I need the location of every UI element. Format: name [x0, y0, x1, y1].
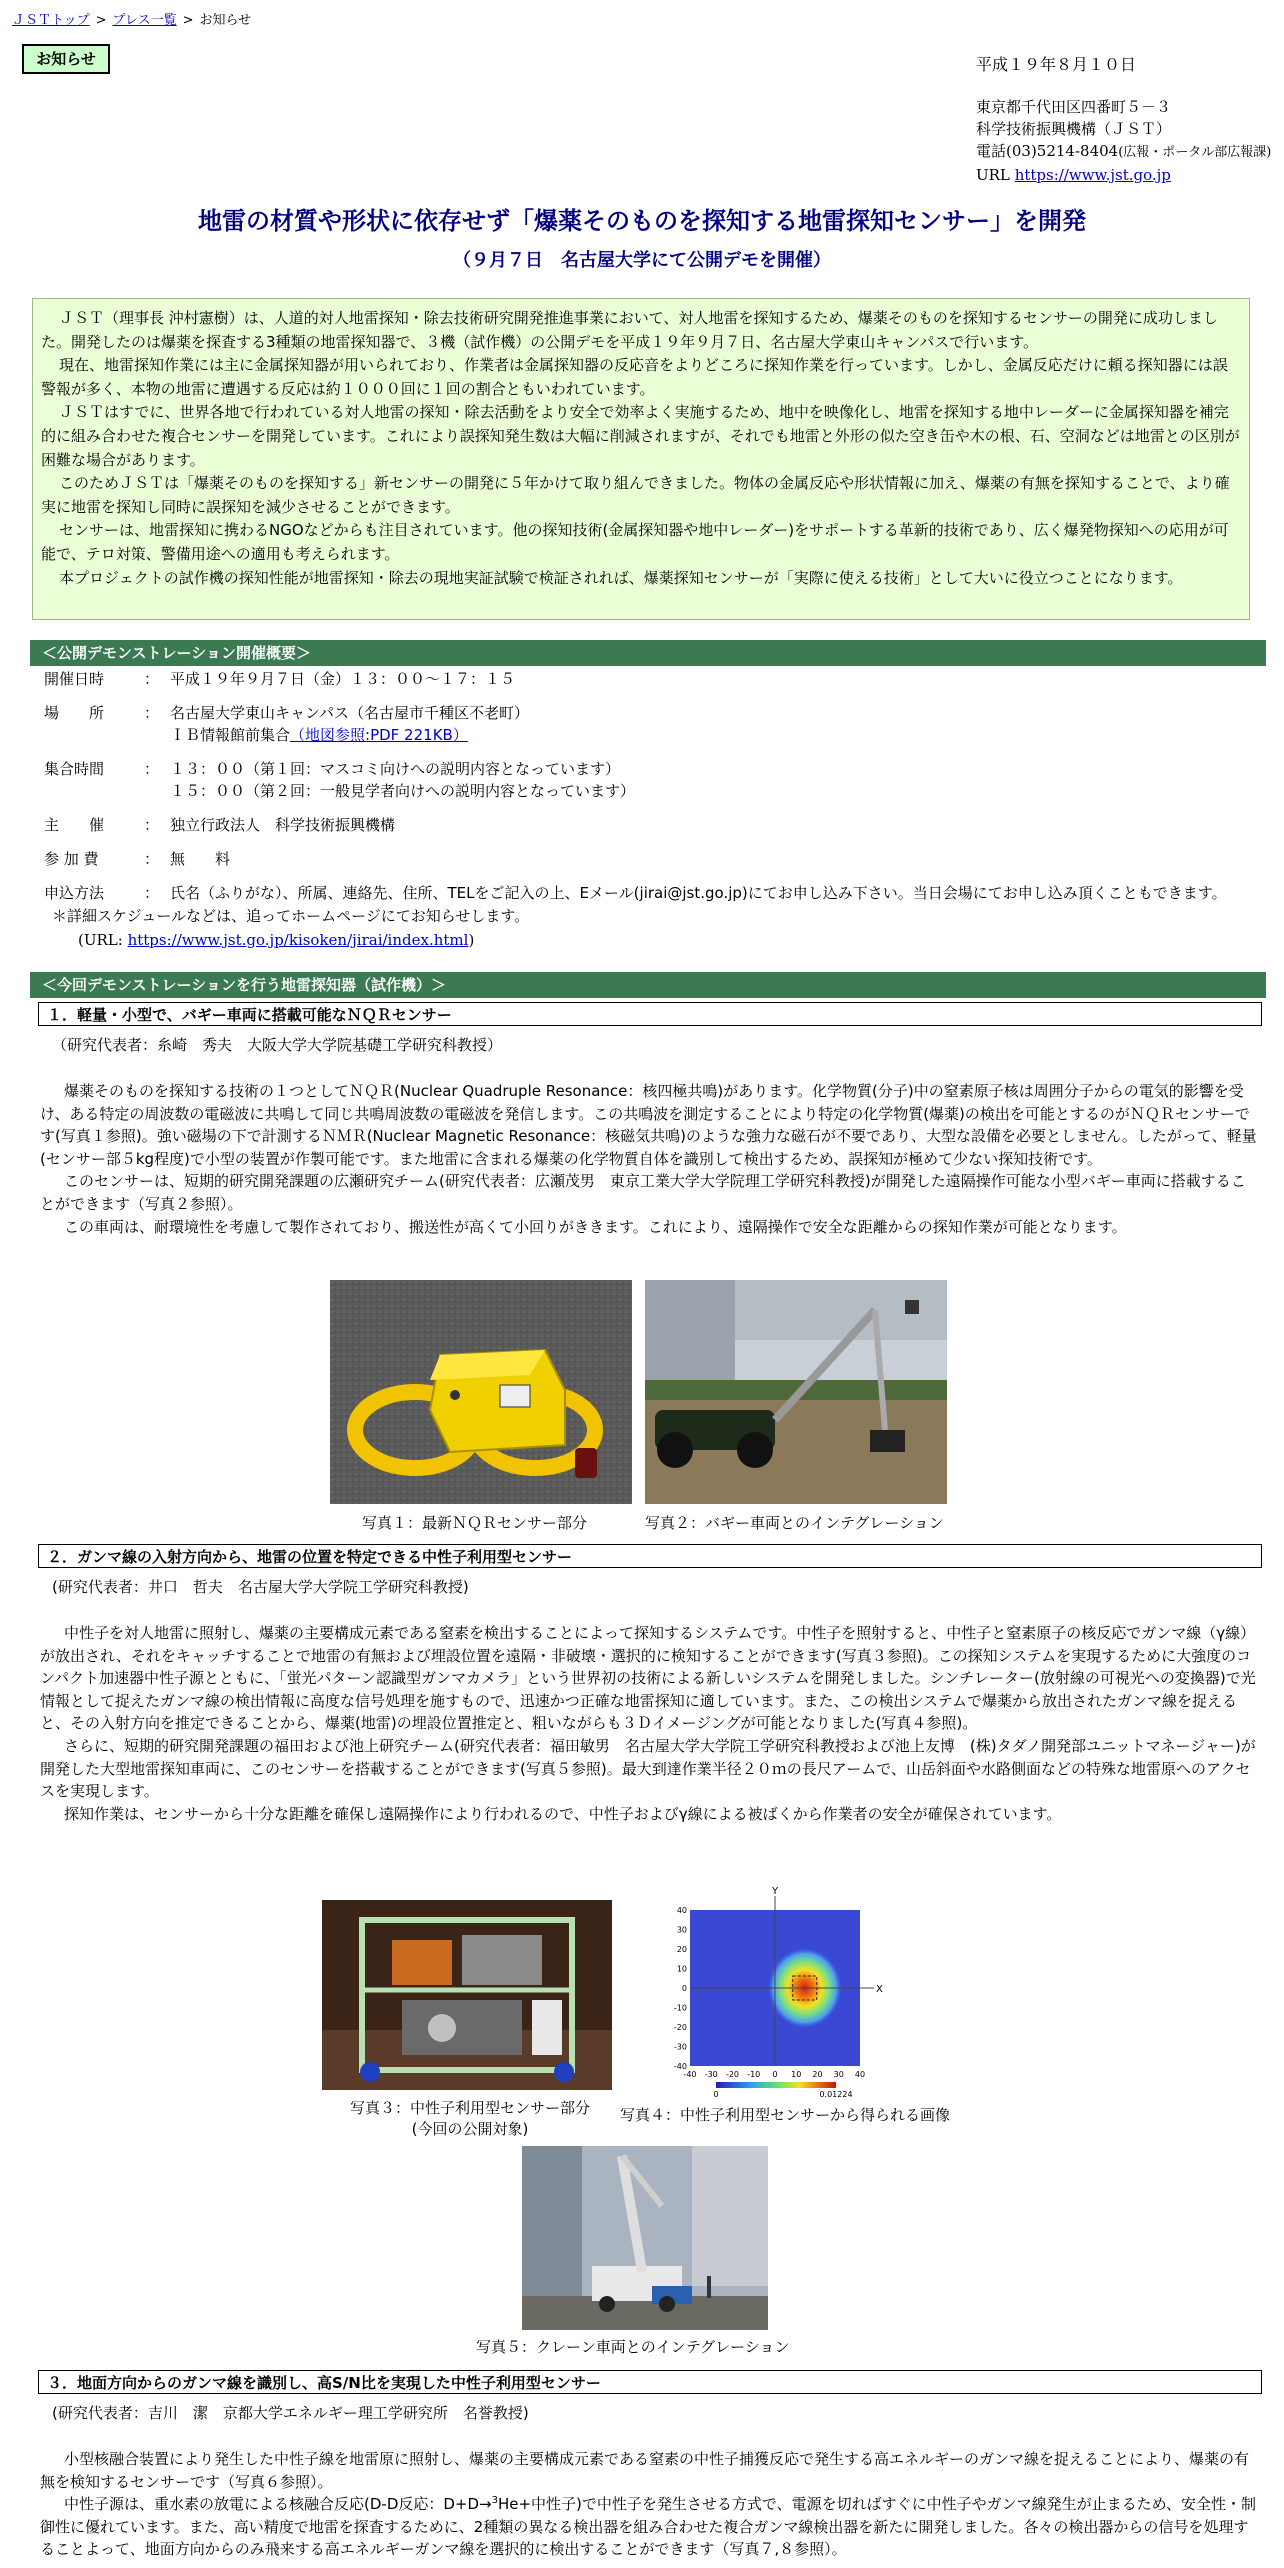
intro-paragraph: ＪＳＴはすでに、世界各地で行われている対人地雷の探知・除去活動をより安全で効率よく実施するため、地中を映像化し、地雷を探知する地中レーダーに金属探知器を補完的に組み合わせた複合センサーを開発しています。これにより誤探知発生数は大幅に削減されますが、それでも地雷と外形の似た空き缶や木の根、石、空洞などは地雷との区別が困難な場合があります。 [41, 403, 1240, 469]
schedule-value: 氏名（ふりがな）、所属、連絡先、住所、TELをご記入の上、Eメール(jirai@jst.go.jp)にてお申し込み下さい。当日会場にてお申し込み頂くこともできます。 [170, 884, 1227, 902]
schedule-label: 主 催 [44, 816, 105, 834]
schedule-colon: ： [144, 704, 160, 722]
map-pdf-link[interactable]: （地図参照:PDF 221KB） [290, 726, 468, 744]
intro-box [32, 298, 1250, 620]
photo-nqr-sensor [330, 1280, 632, 1504]
schedule-note [52, 904, 529, 952]
y-tick-label: 20 [676, 1945, 687, 1954]
phone-note: (広報・ポータル部広報課) [1118, 145, 1272, 160]
intro-paragraph: ＪＳＴ（理事長 沖村憲樹）は、人道的対人地雷探知・除去技術研究開発推進事業において、対人地雷を探知するため、爆薬そのものを探知するセンサーの開発に成功しました。開発したのは爆薬を探査する3種類の地雷探知器で、３機（試作機）の公開デモを平成１９年９月７日、名古屋大学東山キャンパスで行います。 [41, 309, 1218, 351]
x-tick-label: -20 [725, 2070, 740, 2079]
heatmap-plot [660, 1886, 920, 2106]
schedule-label: 集合時間 [44, 760, 105, 778]
description-paragraph: さらに、短期的研究開発課題の福田および池上研究チーム(研究代表者：福田敏男 名古屋大学大学院工学研究科教授および池上友博 (株)タダノ開発部ユニットマネージャー)が開発した大型地雷探知車両に、このセンサーを搭載することができます(写真５参照)。最大到達作業半径２０ｍの長尺アームで、山岳斜面や水路側面などの特殊な地雷原へのアクセスを実現します。 [40, 1736, 1256, 1801]
y-tick-label: -20 [673, 2023, 687, 2032]
schedule-row-fee [44, 848, 1264, 870]
photo-buggy-vehicle [645, 1280, 947, 1504]
description-paragraph: このセンサーは、短期的研究開発課題の広瀬研究チーム(研究代表者：広瀬茂男 東京工業大学大学院理工学研究科教授)が開発した遠隔操作可能な小型バギー車両に搭載することができます（写真２参照）。 [40, 1172, 1246, 1213]
schedule-note-url [78, 928, 529, 952]
schedule-row-venue [44, 702, 1264, 746]
schedule-colon: ： [144, 760, 160, 778]
heatmap-colorbar [716, 2082, 836, 2088]
intro-paragraph: 本プロジェクトの試作機の探知性能が地雷探知・除去の現地実証試験で検証されれば、爆薬探知センサーが「実際に使える技術」として大いに役立つことになります。 [59, 568, 1183, 587]
y-axis-label: Y [772, 1886, 779, 1897]
intro-paragraph: このためＪＳＴは「爆薬そのものを探知する」新センサーの開発に５年かけて取り組んできました。物体の金属反応や形状情報に加え、爆薬の有無を探知することで、より確実に地雷を探知し同時に誤探知を減少させることができます。 [41, 474, 1230, 516]
schedule-note-text: ＊詳細スケジュールなどは、追ってホームページにてお知らせします。 [52, 907, 530, 925]
detector-2-heading: ２．ガンマ線の入射方向から、地雷の位置を特定できる中性子利用型センサー [38, 1544, 1262, 1568]
caption-photo-5: 写真５：クレーン車両とのインテグレーション [476, 2338, 790, 2356]
schedule-colon: ： [144, 816, 160, 834]
detector-1-heading: １．軽量・小型で、バギー車両に搭載可能なＮＱＲセンサー [38, 1002, 1262, 1026]
y-tick-label: 40 [676, 1906, 687, 1915]
photo-crane-vehicle [522, 2146, 768, 2330]
y-tick-label: 30 [676, 1925, 687, 1935]
schedule-colon: ： [144, 884, 160, 902]
detector-3-heading: ３．地面方向からのガンマ線を識別し、高S/N比を実現した中性子利用型センサー [38, 2370, 1262, 2394]
x-tick-label: 10 [791, 2070, 802, 2079]
notice-badge: お知らせ [22, 44, 110, 74]
x-tick-label: -40 [683, 2070, 697, 2079]
schedule-value: １３：００（第１回：マスコミ向けへの説明内容となっています） [170, 760, 621, 778]
x-tick-label: 0 [772, 2070, 778, 2079]
detector-2-description [40, 1622, 1260, 1825]
demo-overview-header: ＜公開デモンストレーション開催概要＞ [30, 640, 1266, 666]
caption-photo-3-line-2: (今回の公開対象) [411, 2120, 529, 2138]
colorbar-min-label: 0 [713, 2090, 719, 2099]
schedule-row-datetime [44, 668, 1264, 690]
x-tick-label: 40 [854, 2070, 866, 2079]
intro-paragraph: 現在、地雷探知作業には主に金属探知器が用いられており、作業者は金属探知器の反応音をよりどころに探知作業を行っています。しかし、金属反応だけに頼る探知器には誤警報が多く、本物の地雷に遭遇する反応は約１０００回に１回の割合ともいわれています。 [41, 356, 1228, 398]
schedule-colon: ： [144, 670, 160, 688]
breadcrumb-press-list-link[interactable]: プレス一覧 [112, 13, 177, 28]
detector-3-researcher: (研究代表者：吉川 潔 京都大学エネルギー理工学研究所 名誉教授) [52, 2404, 529, 2422]
release-date: 平成１９年８月１０日 [976, 55, 1137, 74]
caption-photo-1: 写真１：最新ＮＱＲセンサー部分 [362, 1514, 588, 1532]
schedule-label: 参 加 費 [44, 850, 99, 868]
intro-paragraph: センサーは、地雷探知に携わるNGOなどからも注目されています。他の探知技術(金属探知器や地中レーダー)をサポートする革新的技術であり、広く爆発物探知への応用が可能で、テロ対策、警備用途への適用も考えられます。 [41, 521, 1229, 563]
detector-2-researcher: (研究代表者：井口 哲夫 名古屋大学大学院工学研究科教授) [52, 1578, 469, 1596]
schedule-value: 平成１９年９月７日（金）１３：００～１７：１５ [170, 670, 516, 688]
jirai-homepage-link[interactable]: https://www.jst.go.jp/kisoken/jirai/index.html [127, 931, 469, 949]
schedule-value-group [170, 702, 1264, 746]
detectors-header: ＜今回デモンストレーションを行う地雷探知器（試作機）＞ [30, 972, 1266, 998]
schedule-value: 無 料 [170, 850, 231, 868]
photo-neutron-sensor [322, 1900, 612, 2090]
detector-1-researcher: （研究代表者：糸崎 秀夫 大阪大学大学院基礎工学研究科教授） [52, 1036, 503, 1054]
caption-photo-3 [330, 2098, 610, 2140]
website [976, 164, 1271, 186]
description-paragraph: 小型核融合装置により発生した中性子線を地雷原に照射し、爆薬の主要構成元素である窒素の中性子捕獲反応で発生する高エネルギーのガンマ線を捉えることにより、爆薬の有無を検知するセンサーです（写真６参照）。 [40, 2450, 1250, 2491]
url-prefix: (URL: [78, 931, 128, 949]
schedule-colon: ： [144, 850, 160, 868]
page-title: 地雷の材質や形状に依存せず「爆薬そのものを探知する地雷探知センサー」を開発 [198, 207, 1086, 235]
y-tick-label: -10 [673, 2003, 687, 2013]
page-subtitle: （９月７日 名古屋大学にて公開デモを開催） [453, 250, 831, 271]
schedule-label: 開催日時 [44, 670, 105, 688]
breadcrumb [12, 12, 251, 30]
breadcrumb-current: お知らせ [199, 13, 252, 28]
breadcrumb-jst-top-link[interactable]: ＪＳＴトップ [12, 13, 90, 28]
organization: 科学技術振興機構（ＪＳＴ） [976, 120, 1172, 138]
description-text: He+中性子)で中性子を発生させる方式で、電源を切ればすぐに中性子やガンマ線発生が止まるため、安全性・制御性に優れています。また、高い精度で地雷を探査するために、2種類の異なる検出器を組み合わせた複合ガンマ線検出器を新たに開発しました。各々の検出器からの信号を処理することよって、地面方向からのみ飛来する高エネルギーガンマ線を選択的に検出することができます（写真７,８参照）。 [40, 2495, 1257, 2559]
phone [976, 140, 1271, 164]
colorbar-max-label: 0.01224 [819, 2090, 853, 2099]
y-tick-label: -40 [673, 2062, 687, 2071]
detector-1-description [40, 1080, 1260, 1238]
phone-number: 電話(03)5214-8404 [976, 142, 1119, 160]
meeting-point: ＩＢ情報館前集合 [170, 726, 291, 744]
schedule-value: 独立行政法人 科学技術振興機構 [170, 816, 396, 834]
description-paragraph: 中性子を対人地雷に照射し、爆薬の主要構成元素である窒素を検出することによって探知するシステムです。中性子を照射すると、中性子と窒素原子の核反応でガンマ線（γ線）が放出され、それをキャッチすることで地雷の有無および埋設位置を遠隔・非破壊・選択的に検知することができます(写真３参照)。この探知システムを実現するために大強度のコンパクト加速器中性子源とともに、「蛍光パターン認識型ガンマカメラ」という世界初の技術による新しいシステムを開発しました。シンチレーター(放射線の可視光への変換器)で光情報として捉えたガンマ線の検出情報に高度な信号処理を施すもので、迅速かつ正確な地雷探知に適しています。また、この検出システムで爆薬から放出されたガンマ線を捉えると、その入射方向を推定できることから、爆薬(地雷)の埋設位置推定と、粗いながらも３Ｄイメージングが可能となりました(写真４参照)。 [40, 1624, 1256, 1733]
description-paragraph: この車両は、耐環境性を考慮して製作されており、搬送性が高くて小回りがききます。これにより、遠隔操作で安全な距離からの探知作業が可能となります。 [64, 1217, 1127, 1236]
gamma-image-chart [660, 1886, 920, 2106]
breadcrumb-separator: > [182, 13, 194, 28]
schedule-value-group [170, 758, 1264, 802]
schedule-value-second [170, 724, 1264, 746]
url-label: URL [976, 166, 1010, 184]
x-axis-label: X [876, 1984, 883, 1995]
y-tick-label: 0 [681, 1984, 687, 1993]
breadcrumb-separator: > [95, 13, 107, 28]
demo-schedule [44, 668, 1264, 916]
press-contact-block [976, 54, 1271, 186]
schedule-label: 場 所 [44, 704, 105, 722]
caption-photo-3-line-1: 写真３：中性子利用型センサー部分 [349, 2099, 590, 2117]
y-tick-label: 10 [676, 1964, 687, 1974]
description-paragraph: 爆薬そのものを探知する技術の１つとしてＮＱＲ(Nuclear Quadruple Resonance：核四極共鳴)があります。化学物質(分子)中の窒素原子核は周囲分子からの電気的影響を受け、ある特定の周波数の電磁波に共鳴して同じ共鳴周波数の電磁波を発信します。この共鳴波を測定することにより特定の化学物質(爆薬)の検出を可能とするのがＮＱＲセンサーです(写真１参照)。強い磁場の下で計測するＮＭＲ(Nuclear Magnetic Resonance：核磁気共鳴)のような強力な磁石が不要であり、大型な設備を必要としません。したがって、軽量(センサー部５kg程度)で小型の装置が作製可能です。また地雷に含まれる爆薬の化学物質自体を識別して検出するため、誤探知が極めて少ない探知技術です。 [40, 1082, 1257, 1168]
schedule-row-application [44, 882, 1264, 904]
x-tick-label: -10 [747, 2070, 761, 2079]
x-tick-label: -30 [704, 2070, 718, 2079]
x-tick-label: 30 [833, 2070, 844, 2079]
jst-website-link[interactable]: https://www.jst.go.jp [1014, 166, 1171, 184]
schedule-row-host [44, 814, 1264, 836]
caption-photo-4: 写真４：中性子利用型センサーから得られる画像 [620, 2106, 951, 2124]
detector-3-description [40, 2448, 1260, 2561]
schedule-value-second: １５：００（第２回：一般見学者向けへの説明内容となっています） [170, 782, 636, 800]
url-suffix: ) [468, 931, 475, 949]
superscript-mass-number: 3 [491, 2495, 498, 2507]
description-text: 中性子源は、重水素の放電による核融合反応(D-D反応：D+D→ [64, 2495, 492, 2514]
description-paragraph [40, 2493, 1260, 2561]
address: 東京都千代田区四番町５－３ [976, 98, 1172, 116]
caption-photo-2: 写真２：バギー車両とのインテグレーション [645, 1514, 944, 1532]
schedule-label: 申込方法 [44, 884, 105, 902]
description-paragraph: 探知作業は、センサーから十分な距離を確保し遠隔操作により行われるので、中性子およびγ線による被ばくから作業者の安全が確保されています。 [64, 1804, 1062, 1823]
schedule-value: 名古屋大学東山キャンパス（名古屋市千種区不老町） [170, 704, 529, 722]
schedule-row-gathering [44, 758, 1264, 802]
x-tick-label: 20 [812, 2070, 823, 2079]
y-tick-label: -30 [673, 2042, 687, 2052]
